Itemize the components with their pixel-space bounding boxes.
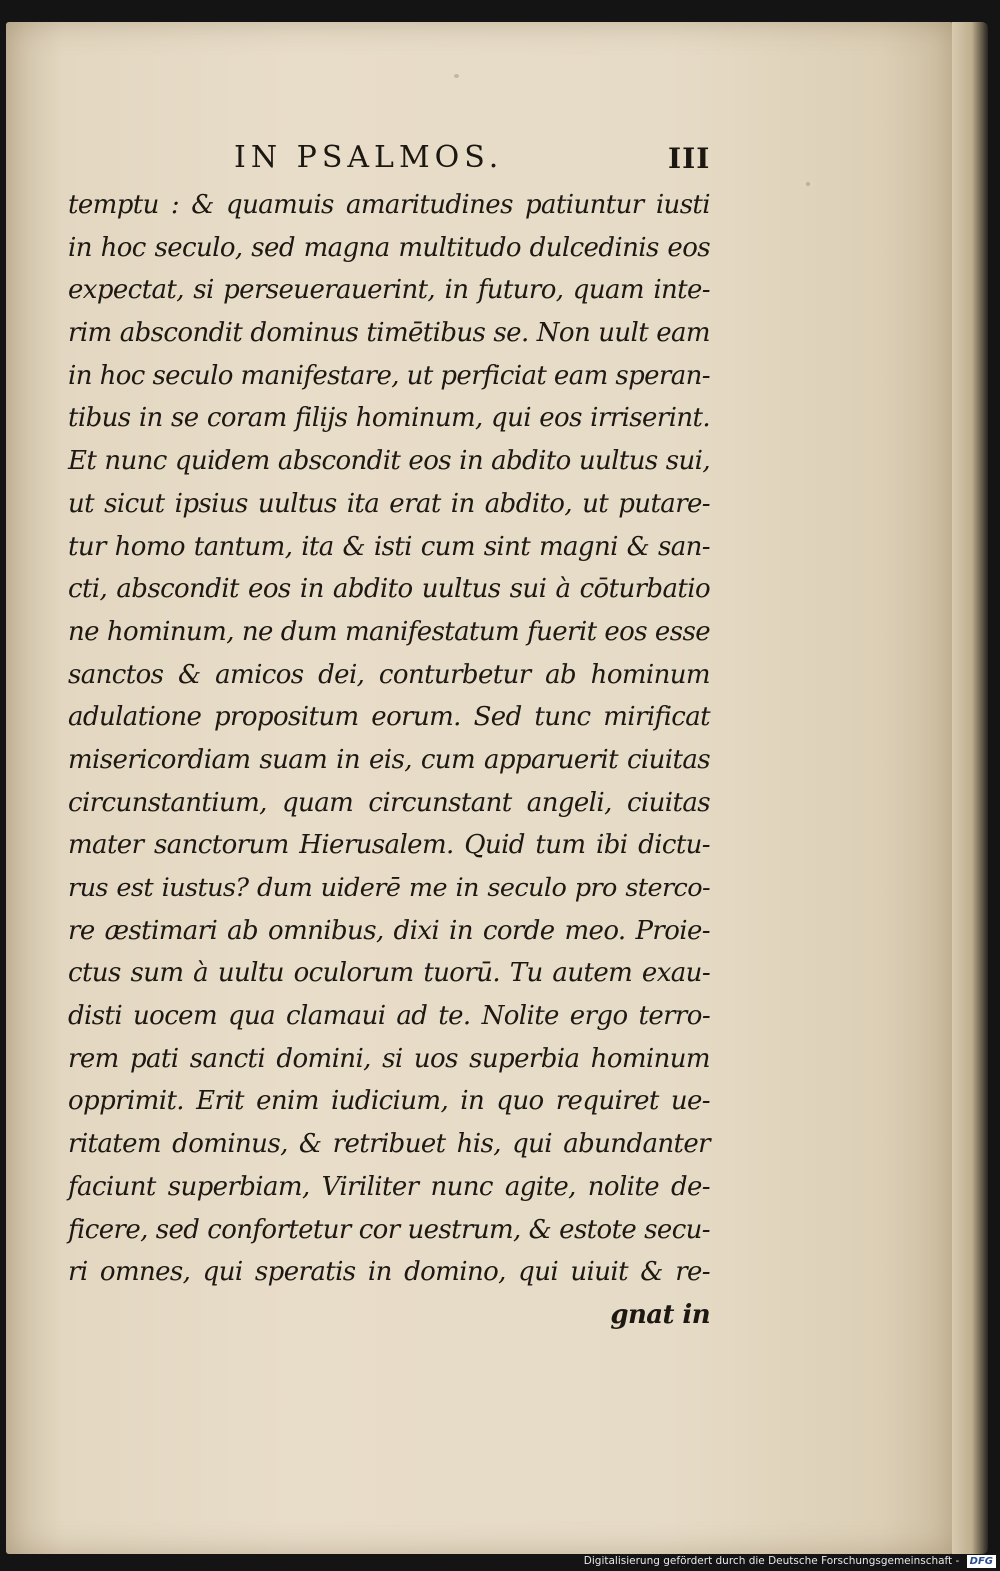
page-header	[6, 140, 956, 184]
text-line: tibus in se coram filijs hominum, qui eos irriserint.	[68, 403, 710, 434]
text-line: rim abscondit dominus timētibus se. Non uult eam	[68, 318, 710, 349]
text-line: ficere, sed confortetur cor uestrum, & estote secu-	[68, 1214, 710, 1245]
text-line: circunstantium, quam circunstant angeli, ciuitas	[68, 787, 710, 818]
text-line: adulatione propositum eorum. Sed tunc mirificat	[68, 702, 710, 733]
text-line: cti, abscondit eos in abdito uultus sui à cōturbatio	[68, 574, 710, 605]
text-line: ctus sum à uultu oculorum tuorū. Tu autem exau-	[68, 958, 710, 989]
catchword: gnat in	[610, 1299, 710, 1330]
text-line: expectat, si perseuerauerint, in futuro, quam inte-	[68, 275, 710, 306]
text-line: ut sicut ipsius uultus ita erat in abdito, ut putare-	[68, 488, 710, 519]
text-line: ne hominum, ne dum manifestatum fuerit eos esse	[68, 616, 710, 647]
text-line: disti uocem qua clamaui ad te. Nolite ergo terro-	[68, 1001, 710, 1032]
text-line: rus est iustus? dum uiderē me in seculo pro sterco-	[68, 873, 710, 903]
text-line: Et nunc quidem abscondit eos in abdito uultus sui,	[68, 446, 710, 477]
text-line: ritatem dominus, & retribuet his, qui abundanter	[68, 1129, 710, 1160]
text-line: opprimit. Erit enim iudicium, in quo requiret ue-	[68, 1086, 710, 1117]
text-line: temptu : & quamuis amaritudines patiuntur iusti	[68, 190, 710, 220]
book-page	[6, 22, 956, 1554]
digitization-credit	[584, 1553, 996, 1569]
text-line: tur homo tantum, ita & isti cum sint magni & san-	[68, 531, 710, 562]
body-text	[68, 184, 710, 1337]
running-title: IN PSALMOS.	[234, 140, 504, 175]
text-line: in hoc seculo, sed magna multitudo dulcedinis eos	[68, 232, 710, 263]
paper-spot	[454, 74, 459, 78]
text-line: re æstimari ab omnibus, dixi in corde meo. Proie-	[68, 915, 710, 946]
text-line: faciunt superbiam, Viriliter nunc agite, nolite de-	[68, 1171, 710, 1202]
folio-number: III	[668, 142, 711, 175]
text-line: mater sanctorum Hierusalem. Quid tum ibi dictu-	[68, 830, 710, 861]
text-line: sanctos & amicos dei, conturbetur ab hominum	[68, 659, 710, 690]
page-edge	[952, 22, 988, 1554]
text-line: in hoc seculo manifestare, ut perficiat eam speran-	[68, 360, 710, 391]
text-line: rem pati sancti domini, si uos superbia hominum	[68, 1043, 710, 1074]
text-line: ri omnes, qui speratis in domino, qui uiuit & re-	[68, 1257, 710, 1288]
dfg-logo: DFG	[967, 1555, 996, 1568]
credit-text: Digitalisierung gefördert durch die Deutsche Forschungsgemeinschaft -	[583, 1555, 960, 1567]
text-line: misericordiam suam in eis, cum apparuerit ciuitas	[68, 744, 710, 775]
